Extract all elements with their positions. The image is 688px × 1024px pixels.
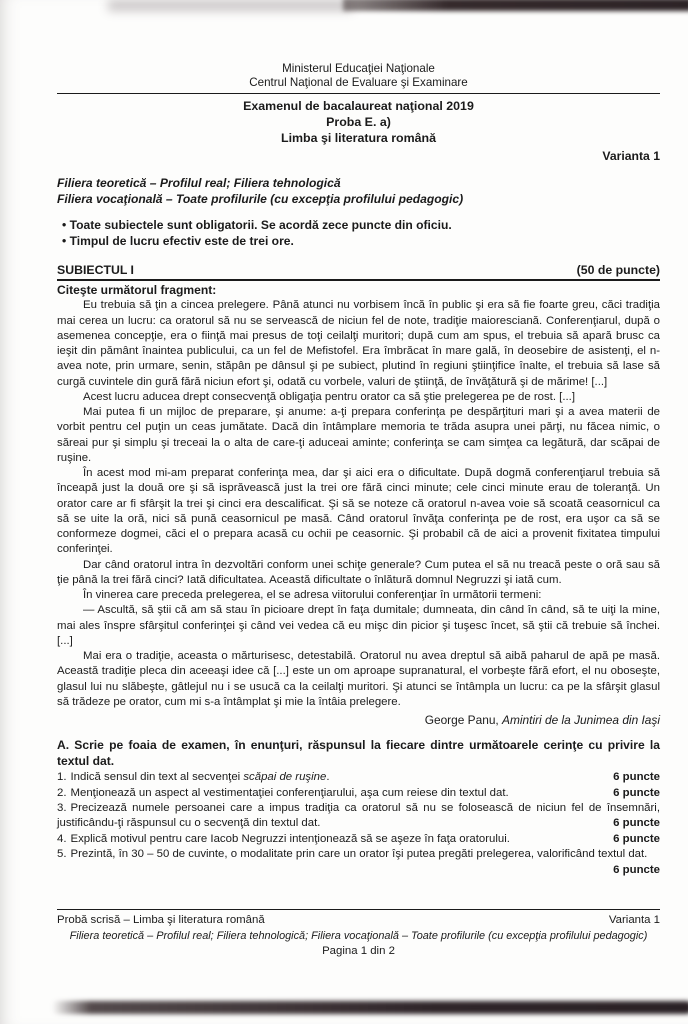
footer-proba: Probă scrisă – Limba şi literatura română [57, 914, 265, 926]
question-list [57, 770, 660, 876]
question-points: 6 puncte [613, 863, 660, 876]
question-text: . [326, 771, 330, 784]
question-number: 4. [57, 832, 67, 845]
footer-row [57, 913, 660, 928]
fragment-paragraph: Dar când oratorul intra în dezvoltări conform unei schiţe generale? Cum putea el să nu treacă peste o oră sau să ţie până la trei fără cinci? Iată dificultatea. Această dificultate o înlătură domnul Negruzzi şi iată cum. [57, 558, 660, 586]
fragment-text [57, 298, 660, 710]
subject1-points: (50 de puncte) [576, 263, 660, 278]
header-divider [57, 93, 660, 94]
question-number: 5. [57, 848, 67, 861]
fragment-paragraph: — Ascultă, să ştii că am să stau în picioare drept în faţa dumitale; dumneata, din când în când, să te uiţi la mine, mai ales înspre sfârşitul conferinţei şi când vei vedea că eu mişc din picior şi tuşesc încet, să ştii că trebuie să închei. [...] [57, 604, 660, 647]
attribution-line [57, 712, 660, 728]
fragment-paragraph: În vinerea care preceda prelegerea, el se adresa viitorului conferenţiar în următorii termeni: [83, 589, 542, 602]
question-points: 6 puncte [613, 817, 660, 830]
fragment-label: Citeşte următorul fragment: [57, 283, 217, 298]
subject1-title: SUBIECTUL I [57, 263, 134, 278]
exam-proba: Proba E. a) [326, 115, 391, 129]
question-item [57, 801, 660, 832]
question-text: Menţionează un aspect al vestimentaţiei conferenţiarului, aşa cum reiese din textul dat. [70, 786, 509, 799]
variant-label: Varianta 1 [602, 149, 660, 163]
question-points: 6 puncte [613, 832, 660, 845]
question-points: 6 puncte [613, 786, 660, 799]
instruction-bullet: • Toate subiectele sunt obligatorii. Se acordă zece puncte din oficiu. [57, 217, 660, 233]
footer-variant: Varianta 1 [608, 914, 660, 926]
page-content [57, 62, 660, 878]
question-text: Prezintă, în 30 – 50 de cuvinte, o modalitate prin care un orator îşi putea pregăti prelegerea, valorificând textul dat. [70, 848, 648, 861]
attribution-author: George Panu, [424, 713, 503, 728]
question-item [57, 770, 660, 785]
section-a-intro: A. Scrie pe foaia de examen, în enunţuri, răspunsul la fiecare dintre următoarele cerinţe cu privire la textul dat. [57, 738, 660, 769]
question-item [57, 786, 660, 801]
document-header [57, 62, 660, 207]
question-text-quoted: scăpai de ruşine [243, 771, 327, 784]
question-number: 3. [57, 801, 67, 814]
filiera-line-1: Filiera teoretică – Profilul real; Filiera tehnologică [57, 176, 341, 190]
question-item [57, 847, 660, 876]
page-footer [57, 909, 660, 959]
exam-subject: Limba şi literatura română [281, 131, 436, 145]
instructions-list [57, 217, 660, 249]
question-text: Precizează numele persoanei care a impus tradiţia ca oratorul să nu se folosească de niciun fel de însemnări, justificându-ţi răspunsul cu o secvenţă din textul dat. [57, 801, 660, 830]
fragment-paragraph: Eu trebuia să ţin a cincea prelegere. Până atunci nu vorbisem încă în public şi era să fie foarte greu, căci tradiţia mai cerea un lucru: ca oratorul să nu se servească de niciun fel de note, tradiţie maioresciană. Conferenţiarul, după o asemenea concepţie, era o fiinţă mai presus de toţi ceilalţi muritori; după cum am spus, el trebuia să apară brusc ca ieşit din pământ înaintea publicului, ca un fel de Mefistofel. Era îmbrăcat în mare gală, în deosebire de asistenţi, el n-avea note, prin urmare, senin, stăpân pe dânsul şi pe subiect, plutind în regiuni ştiinţifice înalte, el trebuia să lase să curgă cuvintele din gură fără niciun efort şi, odată cu vorbele, valuri de ştiinţă, de învăţătură şi de mărime! [...] [57, 299, 660, 388]
exam-title: Examenul de bacalaureat naţional 2019 [243, 99, 474, 113]
evaluation-center-line: Centrul Naţional de Evaluare şi Examinare [249, 76, 468, 89]
question-text: Explică motivul pentru care Iacob Negruzzi intenţionează să se aşeze în faţa oratorului. [70, 832, 510, 845]
fragment-paragraph: Mai era o tradiţie, aceasta o mărturisesc, detestabilă. Oratorul nu avea dreptul să aibă paharul de apă pe masă. Această tradiţie pleca din aceeaşi idee că [...] este un om aproape supranatural, el vorbeşte fără efort, el nu oboseşte, glasul lui nu slăbeşte, gâtlejul nu i se usucă ca la ceilalţi muritori. Şi atunci se întâmpla un lucru: ca pe la sfârşit glasul să trădeze pe orator, cum mi s-a întâmplat şi mie la întâia prelegere. [57, 650, 660, 708]
fragment-paragraph: Acest lucru aducea drept consecvenţă obligaţia pentru orator ca să ştie prelegerea pe de rost. [...] [83, 390, 575, 403]
question-number: 1. [57, 771, 67, 784]
question-item [57, 832, 660, 847]
footer-filiera: Filiera teoretică – Profilul real; Filiera tehnologică; Filiera vocaţională – Toate profilurile (cu excepţia profilului pedagogic) [69, 929, 648, 942]
question-number: 2. [57, 786, 67, 799]
question-text: Indică sensul din text al secvenţei [70, 771, 244, 784]
footer-page-number: Pagina 1 din 2 [322, 945, 395, 957]
fragment-paragraph: În acest mod mi-am preparat conferinţa mea, dar şi aici era o dificultate. După dogmă conferenţiarul trebuia să înceapă just la două ore şi să isprăvească just la trei ore fără cinci minute; cele cinci minute erau de toleranţă. Un orator care ar fi sfârşit la trei şi cinci era descalificat. Şi să se noteze că oratorul n-avea voie să scoată ceasornicul ca să se uite la oră, nici să pună ceasornicul pe masă. Când oratorul învăţa conferinţa pe de rost, era uşor ca să se conformeze dogmei, căci el o prepara acasă cu ochii pe ceasornic. Şi probabil că de aici a provenit fixitatea timpului conferinţei. [57, 467, 660, 556]
filiera-block [57, 176, 660, 207]
scan-edge-bottom [52, 1001, 688, 1014]
attribution-work-title: Amintiri de la Junimea din Iaşi [502, 713, 660, 728]
fragment-paragraph: Mai putea fi un mijloc de preparare, şi anume: a-ţi prepara conferinţa pe despărţituri mari şi a avea materii de vorbit pentru cel puţin un ceas jumătate. Dacă din întâmplare memoria te trăda asupra unei părţi, nu făcea nimic, o săreai pur şi simplu şi treceai la o alta de care-ţi aduceai aminte; conferinţa se cam simţea ca legătură, dar scăpai de ruşine. [57, 406, 660, 464]
scan-smudge-top-icon [108, 0, 353, 11]
question-points: 6 puncte [613, 771, 660, 784]
scan-edge-top [343, 0, 688, 11]
instruction-bullet: • Timpul de lucru efectiv este de trei ore. [57, 233, 660, 249]
filiera-line-2: Filiera vocaţională – Toate profilurile (cu excepţia profilului pedagogic) [57, 191, 464, 206]
ministry-line: Ministerul Educaţiei Naţionale [282, 62, 435, 75]
subject1-heading-row [57, 262, 660, 281]
